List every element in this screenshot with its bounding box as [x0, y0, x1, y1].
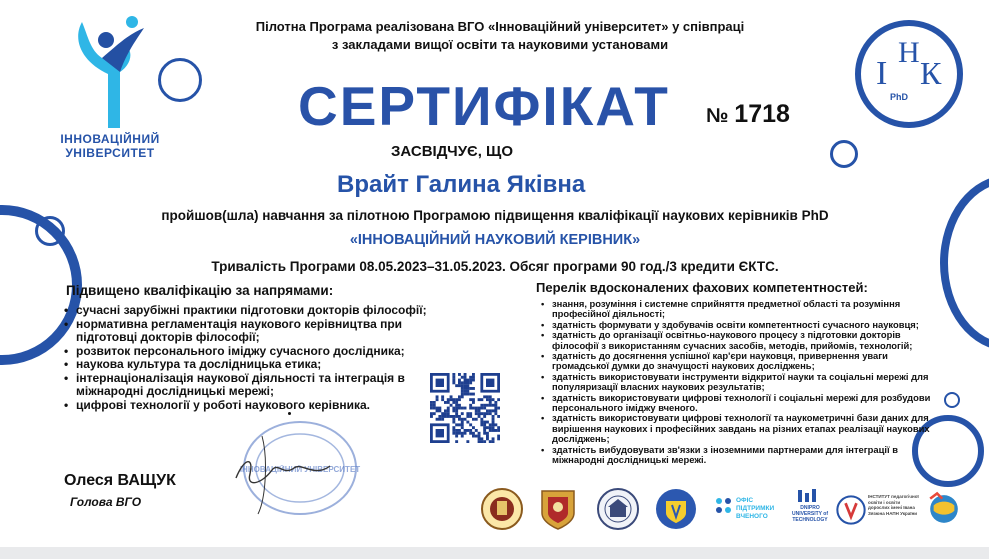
partner-dnipro-text: DNIPRO UNIVERSITY of TECHNOLOGY	[791, 505, 829, 523]
page-bottom-edge	[0, 547, 989, 559]
competence-item: • здатність використовувати цифрові технології та наукометричні бази даних для вирішення наукових і професійних завдань на різних етапах реалізації наукових досліджень;	[540, 413, 940, 444]
competence-item: • знання, розуміння і системне сприйняття предметної області та розуміння професійної діяльності;	[540, 299, 940, 320]
competence-item: • здатність до організації освітньо-наукового процесу з підготовки докторів філософії з використанням сучасних засобів, методів, прийомів, технологій;	[540, 330, 940, 351]
number-value: 1718	[734, 100, 790, 128]
stamp-center-text: ІННОВАЦІЙНИЙ УНІВЕРСИТЕТ	[239, 465, 361, 474]
competence-item: • здатність формувати у здобувачів освіти компетентності сучасного науковця;	[540, 320, 940, 330]
logo-text-line2: УНІВЕРСИТЕТ	[65, 146, 155, 160]
intro-line-1: Пілотна Програма реалізована ВГО «Інноваційний університет» у співпраці	[255, 19, 745, 34]
competences-heading: Перелік вдосконалених фахових компетентностей:	[536, 280, 868, 295]
decor-ring-bottom-right-small	[944, 392, 960, 408]
decor-ring-right-small	[830, 140, 858, 168]
partner-emblem-7	[836, 495, 866, 525]
competences-list	[540, 299, 940, 466]
office-support-dots-icon	[714, 496, 734, 516]
badge-letter-2: Н	[898, 36, 920, 69]
logo-text	[50, 132, 170, 160]
qualification-item: • сучасні зарубіжні практики підготовки докторів філософії;	[64, 304, 464, 318]
qualifications-list	[64, 304, 464, 412]
qualification-item: • розвиток персонального іміджу сучасного дослідника;	[64, 345, 464, 359]
intro-line-2: з закладами вищої освіти та науковими установами	[331, 37, 669, 52]
partner-office-text: ОФІС ПІДТРИМКИ ВЧЕНОГО	[736, 497, 775, 520]
partner-emblem-1	[480, 487, 524, 531]
decor-ring-left-small	[35, 216, 65, 246]
competence-item: • здатність до досягнення успішної кар'єри науковця, привернення уваги громадської думки до значущості наукових досліджень;	[540, 351, 940, 372]
organization-stamp	[232, 418, 362, 524]
program-duration: Тривалість Програми 08.05.2023–31.05.2023. Обсяг програми 90 год./3 кредити ЄКТС.	[211, 259, 779, 274]
number-sign: №	[706, 105, 729, 127]
badge-letter-1: І	[876, 55, 888, 92]
logo-text-line1: ІННОВАЦІЙНИЙ	[60, 132, 160, 146]
partner-emblem-3	[596, 487, 640, 531]
qualification-item: • цифрові технології у роботі наукового керівника.	[64, 399, 464, 413]
competence-item: • здатність використовувати цифрові технології і соціальні мережі для розбудови персонального іміджу вченого.	[540, 393, 940, 414]
decor-ring-right-edge	[940, 175, 989, 351]
qualifications-heading: Підвищено кваліфікацію за напрямами:	[66, 283, 334, 298]
qr-code	[430, 373, 500, 443]
program-name: «ІННОВАЦІЙНИЙ НАУКОВИЙ КЕРІВНИК»	[349, 232, 641, 248]
qualification-item: • інтернаціоналізація наукової діяльності та інтеграція в міжнародні дослідницькі мережі;	[64, 372, 464, 399]
certifies-text: ЗАСВІДЧУЄ, ЩО	[391, 143, 514, 160]
certificate-number	[706, 100, 790, 129]
recipient-name: Врайт Галина Яківна	[337, 171, 586, 198]
qualification-item: • нормативна регламентація наукового керівництва при підготовці докторів філософії;	[64, 318, 464, 345]
badge-letter-3: К	[920, 55, 942, 91]
ink-badge-letters	[862, 30, 952, 100]
competence-item: • здатність використовувати інструменти відкритої науки та соціальні мережі для популяризації власних наукових результатів;	[540, 372, 940, 393]
innovation-university-logo	[62, 12, 162, 130]
partner-institute-text: ІНСТИТУТ педагогічної освіти і освіти дорослих імені Івана Зязюна НАПН України	[868, 494, 919, 516]
partner-emblem-9	[925, 490, 963, 528]
partner-emblem-4	[654, 487, 698, 531]
signature-dot	[288, 412, 291, 415]
competence-item: • здатність вибудовувати зв'язки з іноземними партнерами для інтеграції в міжнародні дослідницькі мережі.	[540, 445, 940, 466]
signer-name: Олеся ВАЩУК	[64, 472, 176, 489]
completed-text: пройшов(шла) навчання за пілотною Програмою підвищення кваліфікації наукових керівників PhD	[161, 208, 829, 223]
dnipro-university-icon	[796, 488, 820, 504]
qualification-item: • наукова культура та дослідницька етика;	[64, 358, 464, 372]
certificate-title: СЕРТИФІКАТ	[298, 75, 670, 137]
decor-ring-top-left	[158, 58, 202, 102]
badge-subtitle: PhD	[890, 92, 908, 102]
partner-emblem-2	[536, 487, 580, 531]
signer-position: Голова ВГО	[70, 495, 142, 509]
intro-text	[200, 18, 800, 54]
